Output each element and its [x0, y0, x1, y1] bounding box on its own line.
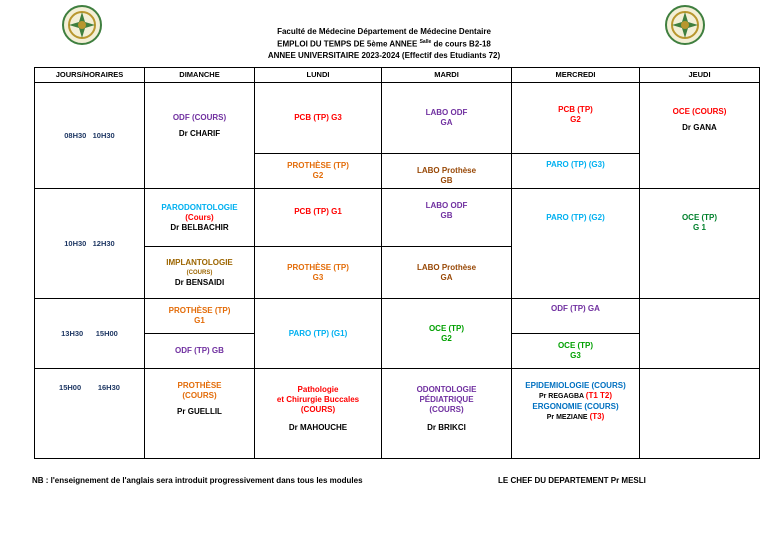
department-chief: LE CHEF DU DEPARTEMENT Pr MESLI — [498, 476, 646, 485]
schedule-cell: PROTHÈSE (COURS) Pr GUELLIL — [145, 369, 255, 459]
schedule-cell: OCE (TP) G 1 — [640, 189, 760, 299]
table-row — [35, 189, 760, 247]
column-header: DIMANCHE — [145, 68, 255, 83]
table-row — [35, 299, 760, 334]
column-header: MARDI — [382, 68, 512, 83]
schedule-cell: OCE (TP) G2 — [382, 299, 512, 369]
schedule-cell: IMPLANTOLOGIE (COURS) Dr BENSAIDI — [145, 247, 255, 299]
time-slot: 15H00 16H30 — [35, 369, 145, 459]
schedule-cell: OCE (TP) G3 — [512, 334, 640, 369]
schedule-cell: ODF (COURS) Dr CHARIF — [145, 83, 255, 189]
header-row — [35, 68, 760, 83]
timetable — [34, 67, 760, 459]
schedule-cell: LABO ODF GA — [382, 83, 512, 154]
column-header: JOURS/HORAIRES — [35, 68, 145, 83]
time-slot: 10H30 12H30 — [35, 189, 145, 299]
schedule-cell — [640, 369, 760, 459]
academic-year: ANNEE UNIVERSITAIRE 2023-2024 (Effectif des Etudiants 72) — [267, 50, 501, 60]
time-slot: 13H30 15H00 — [35, 299, 145, 369]
schedule-cell: EPIDEMIOLOGIE (COURS) Pr REGAGBA (T1 T2) ERGONOMIE (COURS) Pr MEZIANE (T3) — [512, 369, 640, 459]
schedule-cell: PCB (TP) G2 — [512, 83, 640, 154]
schedule-cell: PROTHÈSE (TP) G3 — [255, 247, 382, 299]
schedule-cell: ODF (TP) GA — [512, 299, 640, 334]
faculty-title: Faculté de Médecine Département de Médecine Dentaire — [277, 27, 491, 36]
schedule-cell: PROTHÈSE (TP) G2 — [255, 154, 382, 189]
schedule-cell: ODF (TP) GB — [145, 334, 255, 369]
schedule-cell: PARO (TP) (G2) — [512, 189, 640, 299]
schedule-cell: PARO (TP) (G3) — [512, 154, 640, 189]
table-row — [35, 369, 760, 459]
column-header: MERCREDI — [512, 68, 640, 83]
schedule-cell: PCB (TP) G1 — [255, 189, 382, 247]
schedule-cell: LABO ODF GB — [382, 189, 512, 247]
schedule-cell: ODONTOLOGIE PÉDIATRIQUE (COURS) Dr BRIKCI — [382, 369, 512, 459]
footer-note: NB : l'enseignement de l'anglais sera introduit progressivement dans tous les modules — [32, 476, 363, 485]
schedule-cell: PCB (TP) G3 — [255, 83, 382, 154]
schedule-cell: LABO Prothèse GB — [382, 154, 512, 189]
document-header — [0, 26, 768, 61]
schedule-cell: PARO (TP) (G1) — [255, 299, 382, 369]
schedule-cell: PARODONTOLOGIE (Cours) Dr BELBACHIR — [145, 189, 255, 247]
schedule-cell: Pathologie et Chirurgie Buccales (COURS) Dr MAHOUCHE — [255, 369, 382, 459]
column-header: LUNDI — [255, 68, 382, 83]
schedule-cell: PROTHÈSE (TP) G1 — [145, 299, 255, 334]
column-header: JEUDI — [640, 68, 760, 83]
schedule-cell — [640, 299, 760, 369]
table-row — [35, 83, 760, 154]
schedule-cell: LABO Prothèse GA — [382, 247, 512, 299]
schedule-cell: OCE (COURS) Dr GANA — [640, 83, 760, 189]
schedule-title: EMPLOI DU TEMPS DE 5ème ANNEE $^{Salle}$ de cours B2-18 — [277, 39, 491, 49]
time-slot: 08H30 10H30 — [35, 83, 145, 189]
